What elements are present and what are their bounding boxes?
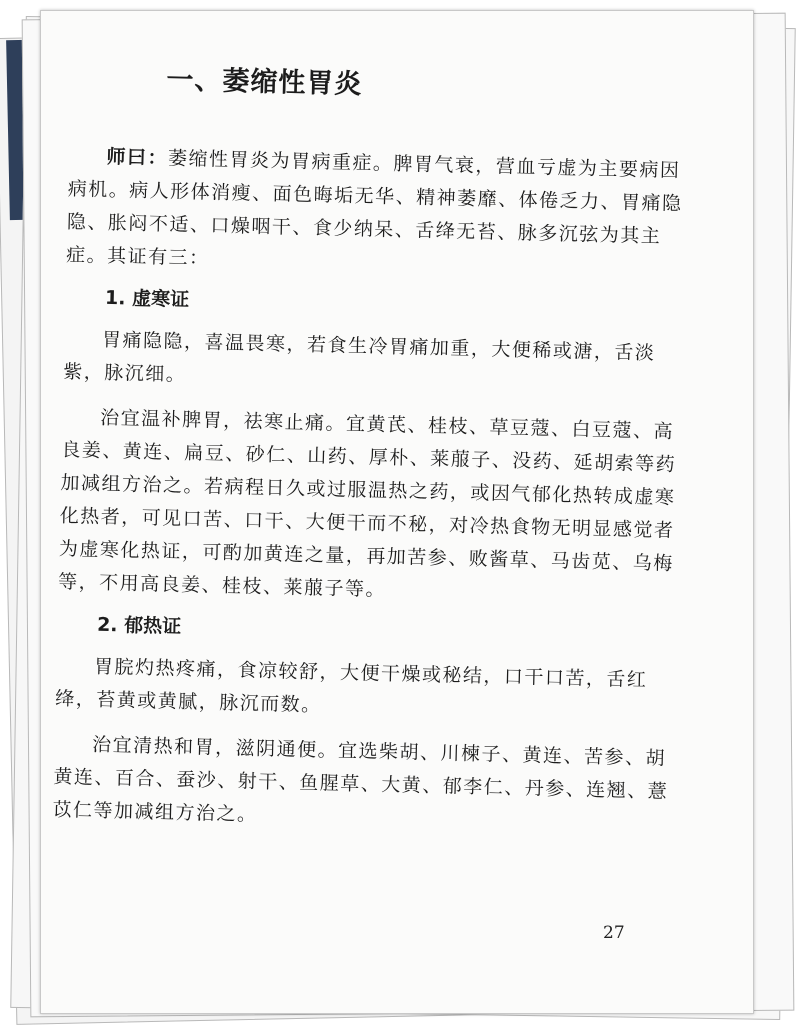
intro-text: 萎缩性胃炎为胃病重症。脾胃气衰，营血亏虚为主要病因病机。病人形体消瘦、面色晦垢无华、精神萎靡、体倦乏力、胃痛隐隐、胀闷不适、口燥咽干、食少纳呆、舌绛无苔、脉多沉弦为其主症。其证有三： (65, 147, 683, 270)
section-heading-2: 2. 郁热证 (96, 613, 182, 638)
section2-treatment: 治宜清热和胃，滋阴通便。宜选柴胡、川楝子、黄连、苦参、胡黄连、百合、蚕沙、射干、鱼腥草、大黄、郁李仁、丹参、连翘、薏苡仁等加减组方治之。 (52, 733, 669, 826)
page-content (52, 55, 691, 842)
section-heading-1: 1. 虚寒证 (104, 286, 190, 311)
section2-symptoms: 胃脘灼热疼痛，食凉较舒，大便干燥或秘结，口干口苦，舌红绛，苔黄或黄腻，脉沉而数。 (54, 655, 648, 717)
section1-treatment: 治宜温补脾胃，祛寒止痛。宜黄芪、桂枝、草豆蔻、白豆蔻、高良姜、黄连、扁豆、砂仁、山药、厚朴、莱菔子、没药、延胡索等药加减组方治之。若病程日久或过服温热之药，或因气郁化热转成虚寒化热者，可见口苦、口干、大便干而不秘，对冷热食物无明显感觉者为虚寒化热证，可酌加黄连之量，再加苦参、败酱草、马齿苋、乌梅等，不用高良姜、桂枝、莱菔子等。 (57, 406, 677, 601)
page-number: 27 (603, 923, 625, 943)
intro-lead: 师曰： (106, 145, 169, 170)
section1-symptoms: 胃痛隐隐，喜温畏寒，若食生冷胃痛加重，大便稀或溏，舌淡紫，脉沉细。 (62, 328, 656, 386)
page-title: 一、萎缩性胃炎 (166, 64, 363, 101)
intro-paragraph (66, 140, 689, 287)
document-page (40, 10, 754, 1014)
